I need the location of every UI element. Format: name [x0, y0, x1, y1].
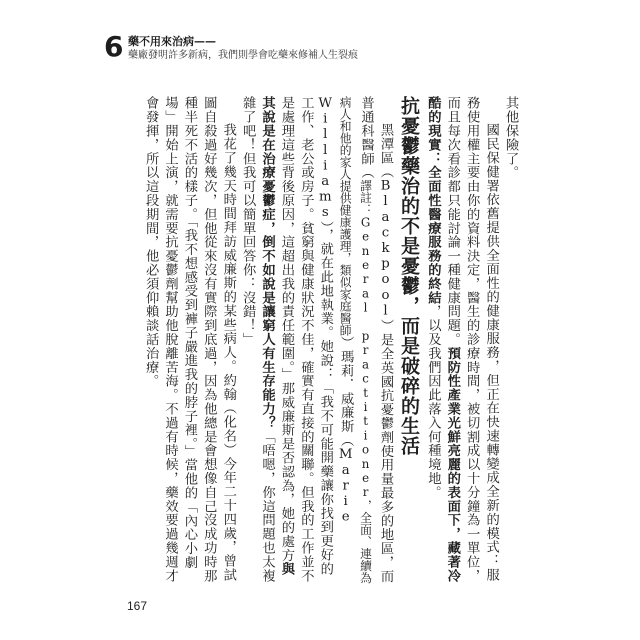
translator-note: 譯註：General practitioner，全面、連續為病人和他的家人提供健康護理，類似家庭醫師: [338, 96, 373, 584]
paragraph-3-text-a: 黑潭區（Blackpool）是全英國抗憂鬱劑使用量最多的地區，而普通科醫師（: [358, 96, 393, 583]
page-number: 167: [127, 599, 148, 613]
paragraph-1: [501, 96, 520, 586]
paragraph-3-text-c: 「唔嗯，你這問題也太複雜了吧！但我可以簡單回答你：沒錯！」: [240, 96, 275, 583]
chapter-subtitle: 藥廠發明許多新病，我們則學會吃藥來修補人生裂痕: [128, 50, 358, 61]
paragraph-3: [238, 96, 395, 586]
paragraph-3-emphasis: 與其說是在治療憂鬱症，倒不如說是讓窮人有生存能力？: [259, 96, 294, 576]
section-heading: 抗憂鬱藥治的不是憂鬱，而是破碎的生活: [397, 96, 420, 456]
paragraph-2-text-b: ，以及我們因此落入何種境地。: [425, 304, 441, 500]
chapter-title: 藥不用來治病——: [128, 35, 216, 48]
chapter-number: 6: [104, 30, 124, 63]
paragraph-3-text-b: ）瑪莉．威廉斯（Marie Williams），就在此地執業。她說：「我不可能開藥讓你找到更好的工作、老公或房子。貧窮與健康狀況不佳，確實有直接的關聯。但我的工作並不是處理這些背後原因，這超出我的責任範圍。」那威廉斯是否認為，她的處方: [278, 96, 354, 583]
paragraph-4: [141, 96, 238, 586]
body-text: [104, 96, 520, 586]
paragraph-2-text-a: 國民保健署依舊提供全面性的健康服務，但正在快速轉變成全新的模式：服務使用權主要由你的資料決定，醫生的診療時間，被切割成以十分鐘為一單位，而且每次看診都只能討論一種健康問題。: [444, 96, 499, 583]
paragraph-1-text: 其他保險了。: [503, 96, 518, 180]
paragraph-4-text: 我花了幾天時間拜訪威廉斯的某些病人。約翰（化名）今年二十四歲，曾試圖自殺過好幾次，但他從來沒有實際到底過，因為他總是會想像自己沒成功時那種半死不活的樣子。「我不想感受到褲子嚴進我的脖子裡。」當他的「內心小劇場」開始上演，就需要抗憂鬱劑幫助他脫離苦海。不過有時候，藥效要過幾週才會發揮，所以這段期間，他必須仰賴談話治療。: [143, 96, 236, 583]
paragraph-2-emphasis: 預防性產業光鮮亮麗的表面下，藏著冷酷的現實：全面性醫療服務的終結: [425, 96, 460, 583]
paragraph-2: [423, 96, 501, 586]
